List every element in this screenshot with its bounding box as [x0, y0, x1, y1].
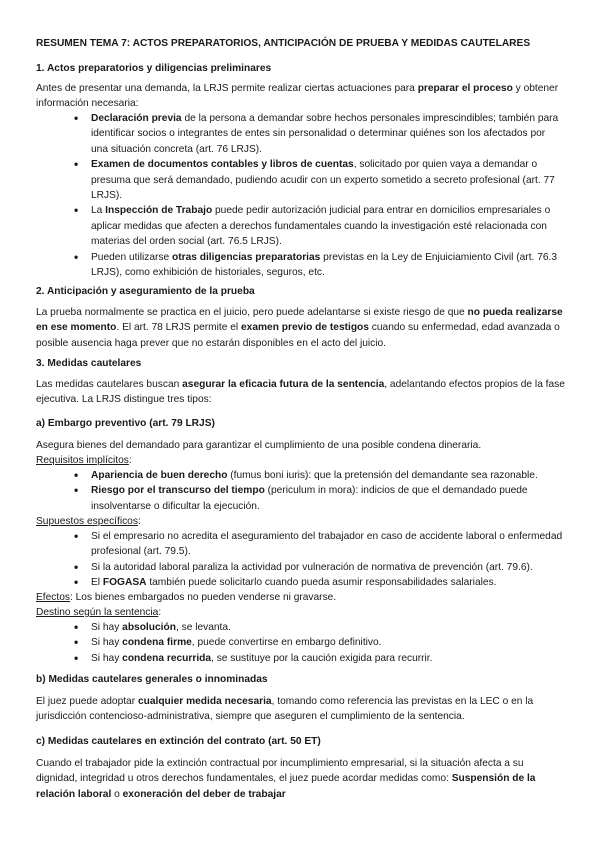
- item-text: , se sustituye por la caución exigida para recurrir.: [211, 652, 433, 664]
- list-item: [74, 529, 564, 560]
- subsection-a-heading: a) Embargo preventivo (art. 79 LRJS): [36, 418, 215, 429]
- item-bold: condena recurrida: [122, 652, 212, 664]
- item-bold: Inspección de Trabajo: [105, 205, 213, 217]
- supuestos-label: Supuestos específicos:: [36, 516, 141, 527]
- list-item: [74, 575, 564, 590]
- requisitos-label: Requisitos implícitos:: [36, 455, 132, 466]
- item-text: también puede solicitarlo cuando pueda asumir responsabilidades salariales.: [146, 577, 497, 589]
- list-item: [74, 635, 564, 650]
- section-3-heading: 3. Medidas cautelares: [36, 358, 142, 369]
- subsection-a-paragraph: Asegura bienes del demandado para garantizar el cumplimiento de una posible condena dineraria.: [36, 440, 482, 451]
- item-text-start: La: [91, 205, 106, 217]
- item-bold: FOGASA: [102, 577, 147, 589]
- supuestos-list: [74, 529, 564, 591]
- item-text-start: Pueden utilizarse: [91, 251, 172, 263]
- list-item: [74, 651, 564, 666]
- para-text: El juez puede adoptar: [36, 696, 138, 707]
- section-3-paragraph: [36, 377, 566, 408]
- para-text: . El art. 78 LRJS permite el: [116, 322, 241, 334]
- item-text: (fumus boni iuris): que la pretensión del demandante sea razonable.: [227, 470, 538, 481]
- item-text: puede pedir autorización judicial para entrar en domicilios empresariales o aplicar medidas que afecten a derechos fundamentales cuando la investigación esté relacionada con materias del orden social (art. 76.5 LRJS).: [91, 205, 551, 248]
- para-bold: Suspensión de la relación laboral: [36, 773, 536, 800]
- item-bold: Declaración previa: [91, 113, 182, 124]
- item-text: , puede convertirse en embargo definitivo.: [191, 637, 382, 649]
- list-item: [74, 483, 564, 514]
- list-item: [74, 620, 564, 635]
- destino-list: [74, 620, 564, 666]
- document-title: RESUMEN TEMA 7: ACTOS PREPARATORIOS, ANTICIPACIÓN DE PRUEBA Y MEDIDAS CAUTELARES: [36, 38, 531, 49]
- section-1-intro: [36, 81, 566, 112]
- para-bold: cualquier medida necesaria: [137, 696, 272, 707]
- list-item: [74, 468, 564, 483]
- item-text: , se levanta.: [175, 622, 231, 633]
- requisitos-list: [74, 468, 564, 514]
- list-item: [74, 203, 564, 249]
- subsection-b-paragraph: [36, 694, 566, 725]
- underlined-label: Destino según la sentencia: [36, 607, 159, 618]
- item-bold: Riesgo por el transcurso del tiempo: [91, 485, 265, 497]
- efectos-line: [36, 590, 566, 605]
- section-2-heading: 2. Anticipación y aseguramiento de la prueba: [36, 286, 255, 297]
- item-bold: otras diligencias preparatorias: [171, 251, 321, 263]
- para-text: , adelantando efectos propios de la fase ejecutiva. La LRJS distingue tres tipos:: [36, 379, 565, 406]
- underlined-label: Requisitos implícitos: [36, 455, 129, 466]
- item-text-start: Si hay: [91, 637, 123, 649]
- para-bold: no pueda realizarse en ese momento: [36, 307, 563, 334]
- item-bold: Examen de documentos contables y libros de cuentas: [91, 159, 354, 171]
- section-1-list: [74, 111, 564, 280]
- item-bold: condena firme: [122, 637, 192, 649]
- para-text: La prueba normalmente se practica en el juicio, pero puede adelantarse si existe riesgo de que: [36, 307, 468, 318]
- underlined-label: Supuestos específicos: [36, 516, 138, 527]
- efectos-text: : Los bienes embargados no pueden venderse ni gravarse.: [69, 592, 337, 603]
- item-text: de la persona a demandar sobre hechos personales imprescindibles; también para identificar socios o integrantes de entes sin personalidad o determinar quiénes son los afectados por una situación concreta (art. 76 LRJS).: [91, 113, 559, 155]
- list-item: [74, 250, 564, 281]
- para-bold: examen previo de testigos: [240, 322, 369, 334]
- subsection-c-heading: c) Medidas cautelares en extinción del contrato (art. 50 ET): [36, 736, 321, 747]
- item-text: Si la autoridad laboral paraliza la actividad por vulneración de normativa de prevención (art. 79.6).: [91, 561, 533, 573]
- item-bold: absolución: [122, 622, 176, 633]
- intro-text: Antes de presentar una demanda, la LRJS permite realizar ciertas actuaciones para: [36, 83, 418, 94]
- item-text: , solicitado por quien vaya a demandar o presuma que será demandado, pudiendo acudir con un experto sometido a secreto profesional (art. 77 LRJS).: [91, 159, 555, 202]
- para-bold: exoneración del deber de trabajar: [122, 788, 286, 800]
- underlined-label: Efectos: [36, 592, 70, 603]
- item-text-start: El: [91, 577, 103, 589]
- intro-bold: preparar el proceso: [417, 83, 513, 94]
- subsection-c-paragraph: [36, 756, 566, 802]
- item-text: Si el empresario no acredita el aseguramiento del trabajador en caso de accidente laboral o enfermedad profesional (art. 79.5).: [91, 531, 563, 558]
- section-1-heading: 1. Actos preparatorios y diligencias preliminares: [36, 63, 272, 74]
- list-item: [74, 157, 564, 203]
- item-text: previstas en la Ley de Enjuiciamiento Civil (art. 76.3 LRJS), como exhibición de historiales, seguros, etc.: [91, 251, 558, 279]
- item-text-start: Si hay: [91, 652, 123, 664]
- section-2-paragraph: [36, 305, 566, 351]
- item-bold: Apariencia de buen derecho: [91, 470, 228, 481]
- list-item: [74, 111, 564, 157]
- item-text: (periculum in mora): indicios de que el demandado puede insolventarse o dificultar la ejecución.: [91, 485, 528, 512]
- item-text-start: Si hay: [91, 622, 123, 633]
- para-bold: asegurar la eficacia futura de la sentencia: [182, 379, 385, 390]
- list-item: [74, 560, 564, 575]
- para-text: , tomando como referencia las previstas en la LEC o en la jurisdicción contencioso-administrativa, siempre que aseguren el cumplimiento de la sentencia.: [36, 696, 534, 723]
- destino-label: Destino según la sentencia:: [36, 607, 162, 618]
- para-text: cuando su enfermedad, edad avanzada o posible ausencia haga prever que no estarán disponibles en el acto del juicio.: [36, 322, 560, 349]
- para-text: o: [111, 788, 123, 800]
- intro-text-end: y obtener información necesaria:: [36, 83, 559, 110]
- para-text: Cuando el trabajador pide la extinción contractual por incumplimiento empresarial, si la situación afecta a su dignidad, integridad u otros derechos fundamentales, el juez puede acordar medidas como:: [36, 758, 524, 785]
- subsection-b-heading: b) Medidas cautelares generales o innominadas: [36, 674, 268, 685]
- para-text: Las medidas cautelares buscan: [36, 379, 183, 390]
